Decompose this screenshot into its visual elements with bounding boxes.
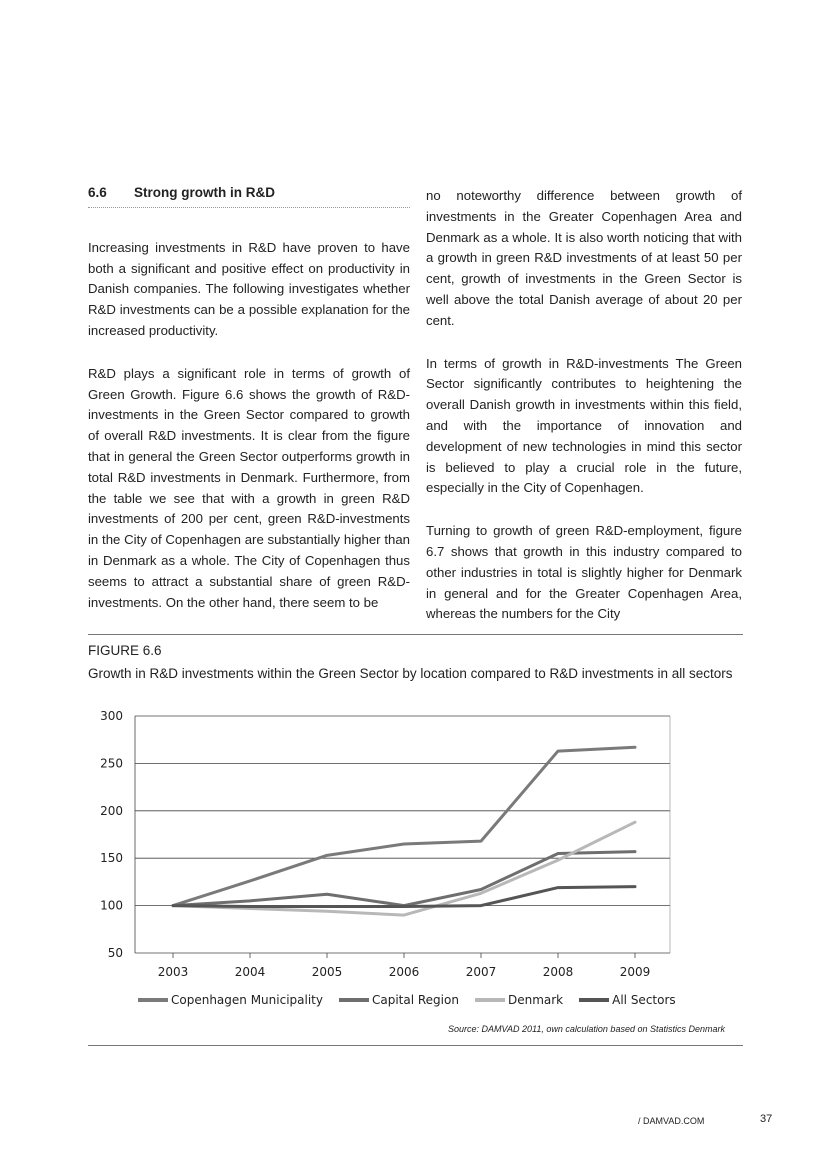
legend-entry (475, 993, 563, 1007)
figure-label: FIGURE 6.6 (88, 643, 162, 658)
x-tick-label: 2004 (234, 965, 266, 979)
right-column (426, 186, 742, 647)
figure-caption: Growth in R&D investments within the Green Sector by location compared to R&D investments in all sectors (88, 666, 733, 681)
y-tick-label: 100 (100, 898, 123, 913)
legend-label: All Sectors (612, 993, 676, 1007)
legend-swatch (579, 998, 609, 1002)
figure-source: Source: DAMVAD 2011, own calculation based on Statistics Denmark (448, 1024, 725, 1034)
legend-swatch (475, 998, 505, 1002)
copenhagen-municipality-line (173, 747, 635, 905)
y-tick-label: 300 (100, 709, 123, 723)
paragraph: In terms of growth in R&D-investments The Green Sector significantly contributes to heightening the overall Danish growth in investments within this field, and with the importance of innovation and development of new technologies in mind this sector is believed to play a crucial role in the future, especially in the City of Copenhagen. (426, 355, 742, 496)
paragraph: Increasing investments in R&D have proven to have both a significant and positive effect on productivity in Danish companies. The following investigates whether R&D investments can be a possible explanation for the increased productivity. (88, 239, 410, 338)
y-tick-label: 50 (107, 946, 123, 960)
figure-bottom-rule (88, 1045, 743, 1046)
legend-label: Capital Region (371, 993, 459, 1007)
legend-swatch (138, 998, 168, 1002)
x-tick-label: 2003 (157, 965, 189, 979)
left-column (88, 183, 410, 635)
paragraph: Turning to growth of green R&D-employment, figure 6.7 shows that growth in this industry compared to other industries in total is slightly higher for Denmark in general and for the Greater Copenhagen Area, whereas the numbers for the City (426, 523, 742, 622)
legend-label: Copenhagen Municipality (171, 993, 323, 1007)
y-tick-label: 200 (100, 803, 123, 818)
x-tick-label: 2008 (542, 965, 574, 979)
y-tick-label: 250 (100, 756, 123, 771)
x-tick-label: 2009 (619, 965, 651, 979)
footer-site: / DAMVAD.COM (638, 1116, 705, 1126)
capital-region-line (173, 852, 635, 906)
section-number: 6.6 (88, 185, 107, 200)
x-tick-label: 2005 (311, 965, 343, 979)
page-number: 37 (760, 1113, 773, 1125)
legend-entry (138, 993, 323, 1007)
legend-swatch (339, 998, 369, 1002)
all-sectors-line (173, 887, 635, 907)
legend-label: Denmark (507, 993, 564, 1007)
line-chart (88, 700, 688, 990)
section-heading (88, 183, 410, 208)
x-tick-label: 2007 (465, 965, 497, 979)
x-tick-label: 2006 (388, 965, 420, 979)
paragraph: no noteworthy difference between growth of investments in the Greater Copenhagen Area and Denmark as a whole. It is also worth noticing that with a growth in green R&D investments of at least 50 per cent, growth of investments in the Green Sector is well above the total Danish average of about 20 per cent. (426, 188, 742, 328)
legend-entry (579, 993, 676, 1007)
section-title: Strong growth in R&D (134, 185, 275, 200)
chart-legend (138, 993, 676, 1007)
legend-entry (339, 993, 459, 1007)
y-tick-label: 150 (100, 851, 123, 866)
paragraph: R&D plays a significant role in terms of growth of Green Growth. Figure 6.6 shows the growth of R&D-investments in the Green Sector compared to growth of overall R&D investments. It is clear from the figure that in general the Green Sector outperforms growth in total R&D investments in Denmark. Furthermore, from the table we see that with a growth in green R&D investments of 200 per cent, green R&D-investments in the City of Copenhagen are substantially higher than in Denmark as a whole. The City of Copenhagen thus seems to attract a substantial share of green R&D-investments. On the other hand, there seem to be (88, 365, 410, 610)
figure-top-rule (88, 634, 743, 635)
